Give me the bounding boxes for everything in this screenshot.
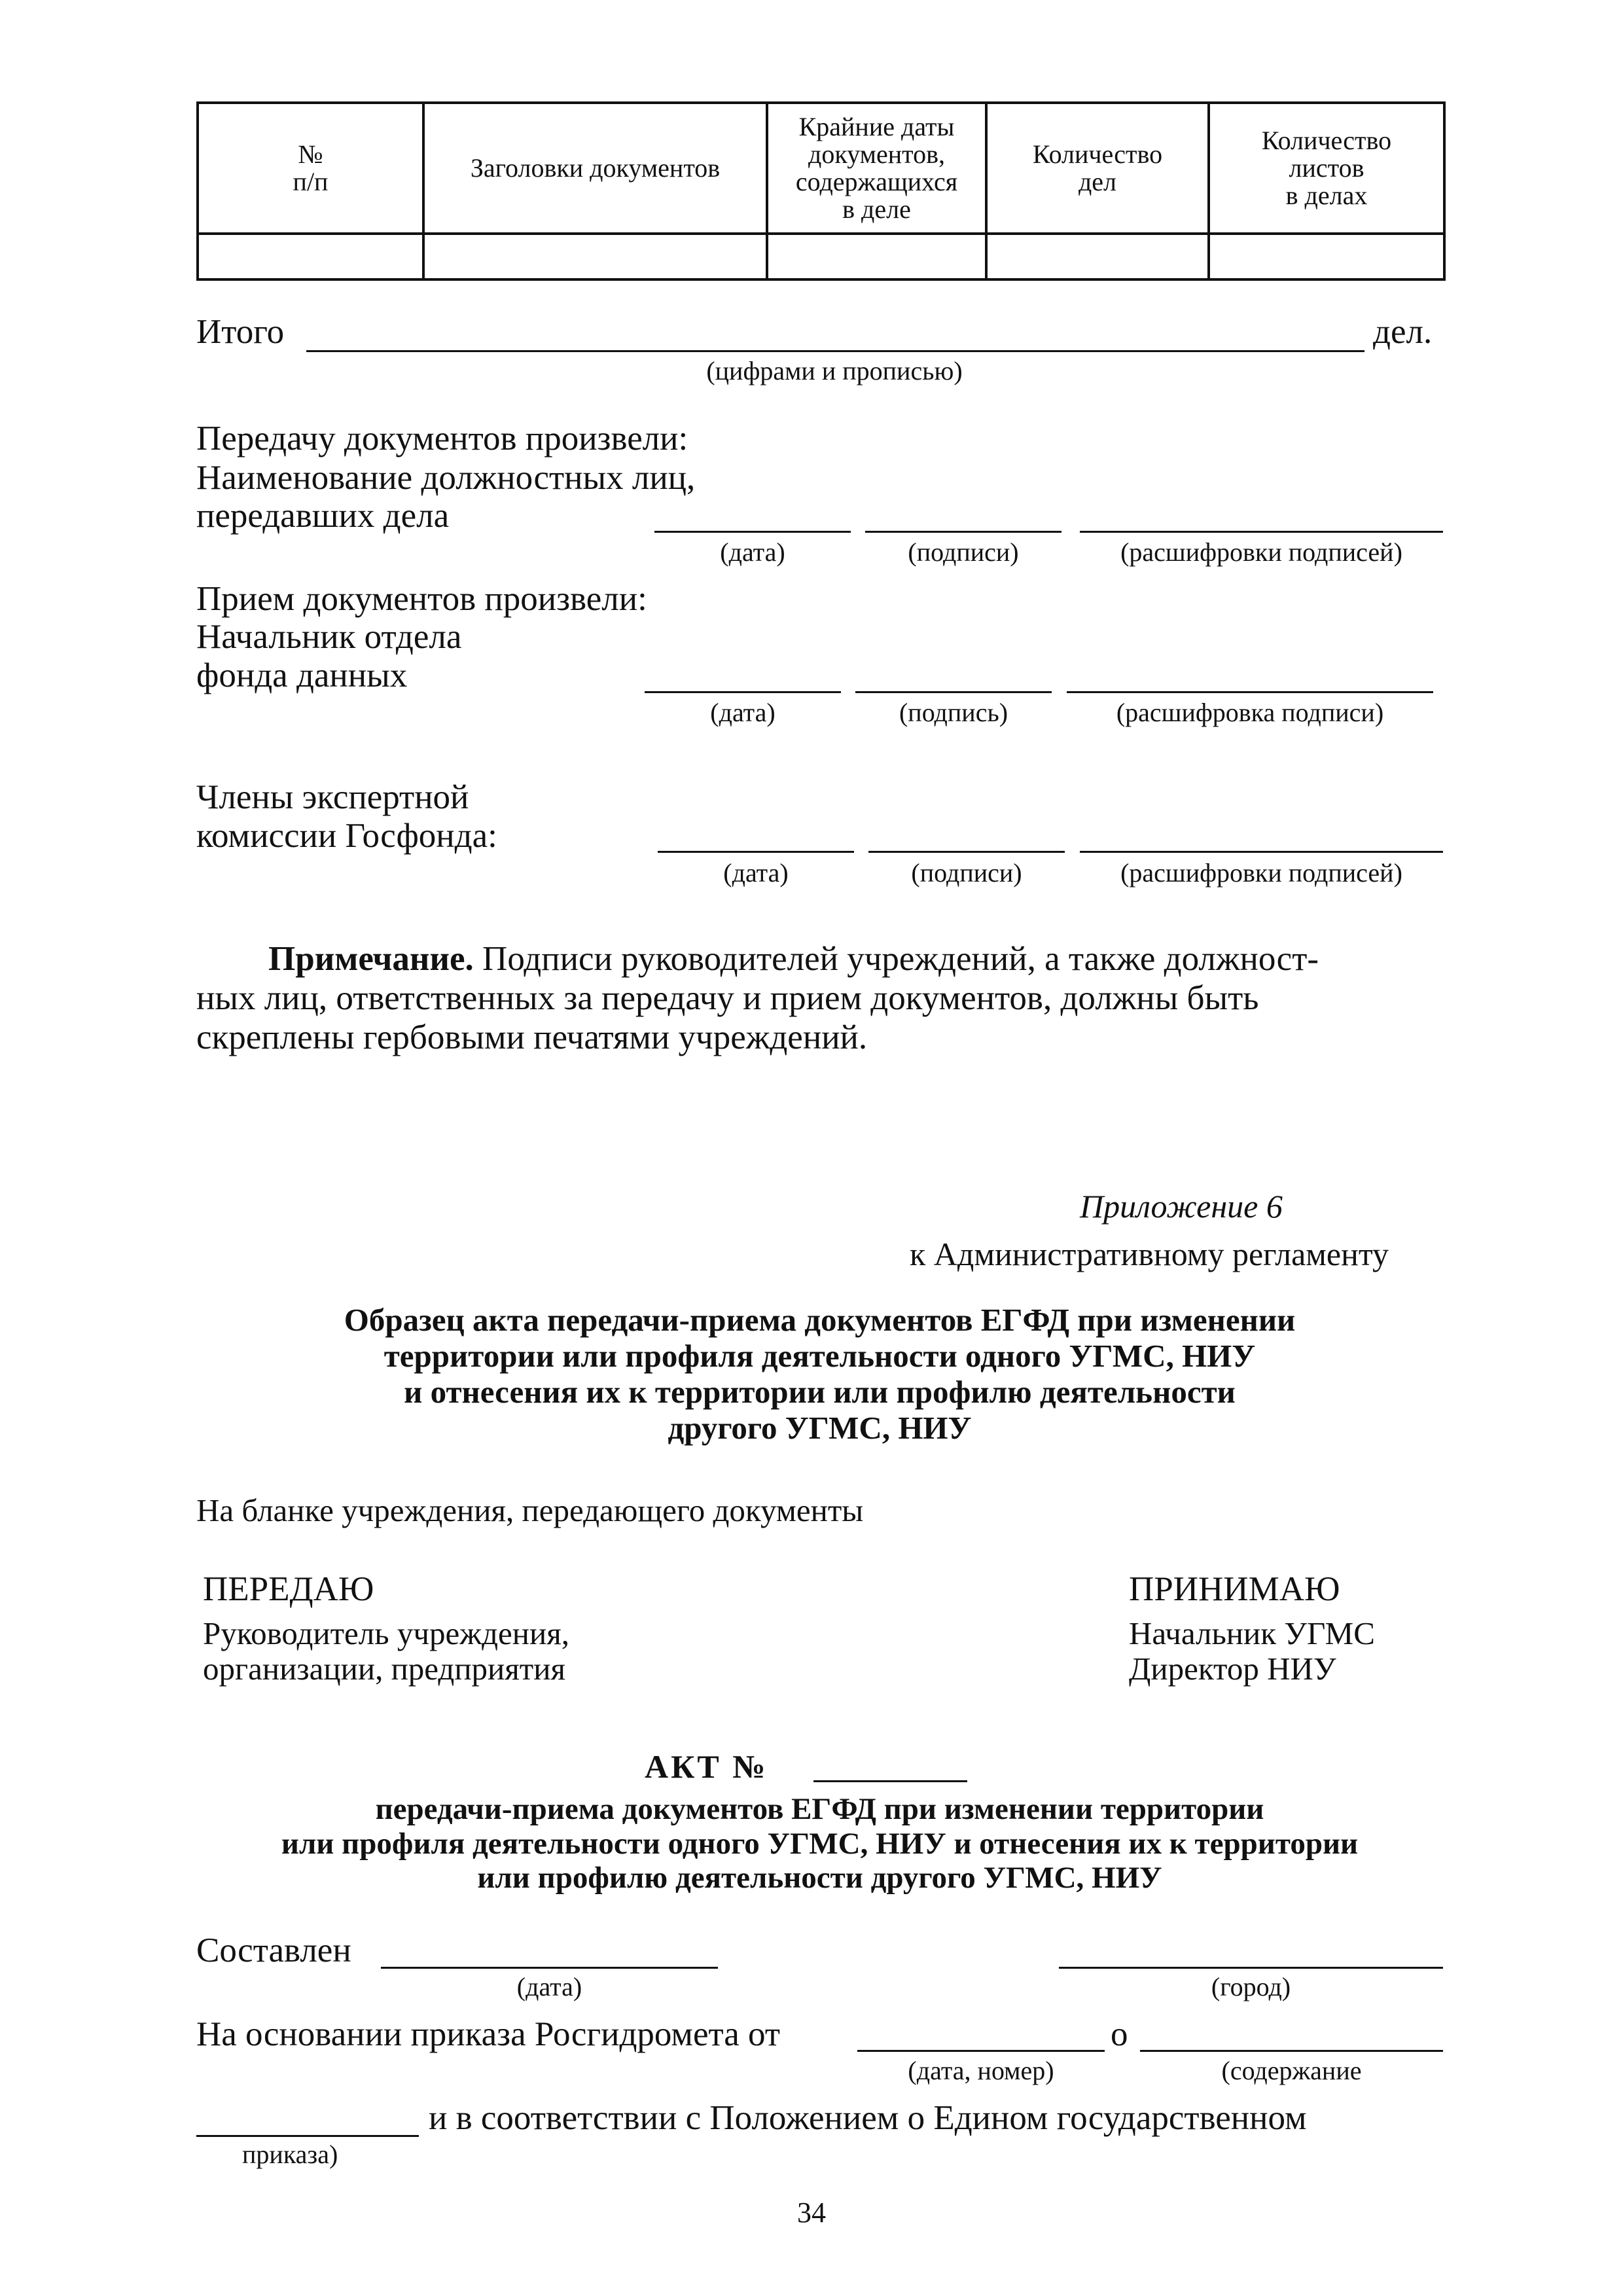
note-label: Примечание.	[268, 940, 474, 978]
order-continuation-line	[196, 2135, 419, 2137]
transfer-line2: Наименование должностных лиц,	[196, 459, 696, 497]
sample-heading	[196, 1302, 1443, 1446]
appendix-title: Приложение 6	[1080, 1188, 1283, 1225]
left-party-title: ПЕРЕДАЮ	[203, 1570, 374, 1608]
itogo-line	[306, 350, 1364, 352]
composed-date-line	[381, 1967, 718, 1969]
sample-heading-line3: и отнесения их к территории или профилю деятельности	[404, 1373, 1236, 1410]
act-heading-line2: или профиля деятельности одного УГМС, НИУ и отнесения их к территории	[281, 1826, 1359, 1861]
table-cell	[986, 234, 1209, 279]
table-cell	[767, 234, 986, 279]
header-titles: Заголовки документов	[470, 153, 721, 183]
table-header-cell	[986, 103, 1209, 234]
act-heading-line3: или профилю деятельности другого УГМС, НИУ	[477, 1861, 1162, 1895]
commission-decode-line	[1080, 851, 1443, 853]
header-dates: Крайние даты документов, содержащихся в деле	[795, 112, 958, 224]
order-cap-content: (содержание	[1221, 2056, 1362, 2085]
order-line2: и в соответствии с Положением о Едином государственном	[429, 2099, 1307, 2137]
right-party-line1: Начальник УГМС	[1129, 1615, 1375, 1651]
act-heading-line1: передачи-приема документов ЕГФД при изменении территории	[375, 1792, 1264, 1826]
commission-cap-decode: (расшифровки подписей)	[1120, 858, 1402, 888]
act-heading	[196, 1792, 1443, 1895]
transfer-line1: Передачу документов произвели:	[196, 420, 688, 457]
commission-cap-date: (дата)	[723, 858, 789, 888]
table-header-cell	[198, 103, 423, 234]
order-cap-order: приказа)	[242, 2140, 338, 2169]
act-title: АКТ №	[645, 1748, 768, 1785]
transfer-line3: передавших дела	[196, 497, 450, 535]
accept-decode-line	[1067, 691, 1433, 693]
act-number-line	[813, 1780, 967, 1782]
commission-sign-line	[868, 851, 1065, 853]
table-header-row	[198, 103, 1444, 234]
header-count-files: Количество дел	[1032, 139, 1163, 196]
right-party-line2: Директор НИУ	[1129, 1651, 1336, 1687]
note-line3: скреплены гербовыми печатями учреждений.	[196, 1018, 868, 1056]
accept-line3: фонда данных	[196, 656, 408, 694]
table-cell	[1209, 234, 1444, 279]
blank-note: На бланке учреждения, передающего документы	[196, 1492, 864, 1528]
accept-cap-date: (дата)	[710, 698, 776, 727]
order-label: На основании приказа Росгидромета от	[196, 2015, 781, 2053]
table-header-cell	[767, 103, 986, 234]
appendix-subtitle: к Административному регламенту	[910, 1236, 1389, 1272]
transfer-date-line	[654, 531, 851, 533]
transfer-cap-decode: (расшифровки подписей)	[1120, 537, 1402, 567]
accept-sign-line	[855, 691, 1052, 693]
order-cap-datenum: (дата, номер)	[908, 2056, 1054, 2085]
composed-cap-city: (город)	[1211, 1972, 1291, 2001]
composed-city-line	[1059, 1967, 1443, 1969]
transfer-sign-line	[865, 531, 1061, 533]
header-number: № п/п	[293, 139, 329, 196]
page-number: 34	[797, 2197, 826, 2229]
sample-heading-line1: Образец акта передачи-приема документов ЕГФД при изменении	[344, 1302, 1296, 1338]
transfer-cap-sign: (подписи)	[908, 537, 1019, 567]
itogo-suffix: дел.	[1373, 313, 1433, 351]
accept-cap-sign: (подпись)	[899, 698, 1008, 727]
accept-line1: Прием документов произвели:	[196, 580, 647, 618]
table-cell	[423, 234, 767, 279]
itogo-label: Итого	[196, 313, 285, 351]
right-party-title: ПРИНИМАЮ	[1129, 1570, 1340, 1608]
table-row	[198, 234, 1444, 279]
note-line1	[268, 939, 1319, 979]
left-party-line1: Руководитель учреждения,	[203, 1615, 569, 1651]
order-about: о	[1111, 2015, 1128, 2053]
commission-cap-sign: (подписи)	[911, 858, 1022, 888]
accept-cap-decode: (расшифровка подписи)	[1116, 698, 1384, 727]
table-header-cell	[423, 103, 767, 234]
itogo-caption: (цифрами и прописью)	[706, 356, 963, 386]
table-cell	[198, 234, 423, 279]
sample-heading-line2: территории или профиля деятельности одного УГМС, НИУ	[383, 1337, 1256, 1374]
transfer-decode-line	[1080, 531, 1443, 533]
accept-line2: Начальник отдела	[196, 618, 462, 656]
table-header-cell	[1209, 103, 1444, 234]
note-text1: Подписи руководителей учреждений, а также должност-	[482, 940, 1319, 978]
sample-heading-line4: другого УГМС, НИУ	[668, 1409, 972, 1446]
commission-line1: Члены экспертной	[196, 778, 469, 816]
composed-cap-date: (дата)	[516, 1972, 582, 2001]
order-content-line	[1140, 2050, 1443, 2052]
left-party-line2: организации, предприятия	[203, 1651, 565, 1687]
header-count-sheets: Количество листов в делах	[1261, 126, 1392, 210]
composed-label: Составлен	[196, 1931, 351, 1969]
order-datenum-line	[857, 2050, 1105, 2052]
commission-line2: комиссии Госфонда:	[196, 817, 497, 855]
documents-table	[196, 101, 1446, 281]
commission-date-line	[658, 851, 854, 853]
note-line2: ных лиц, ответственных за передачу и прием документов, должны быть	[196, 979, 1259, 1017]
accept-date-line	[645, 691, 841, 693]
transfer-cap-date: (дата)	[720, 537, 785, 567]
